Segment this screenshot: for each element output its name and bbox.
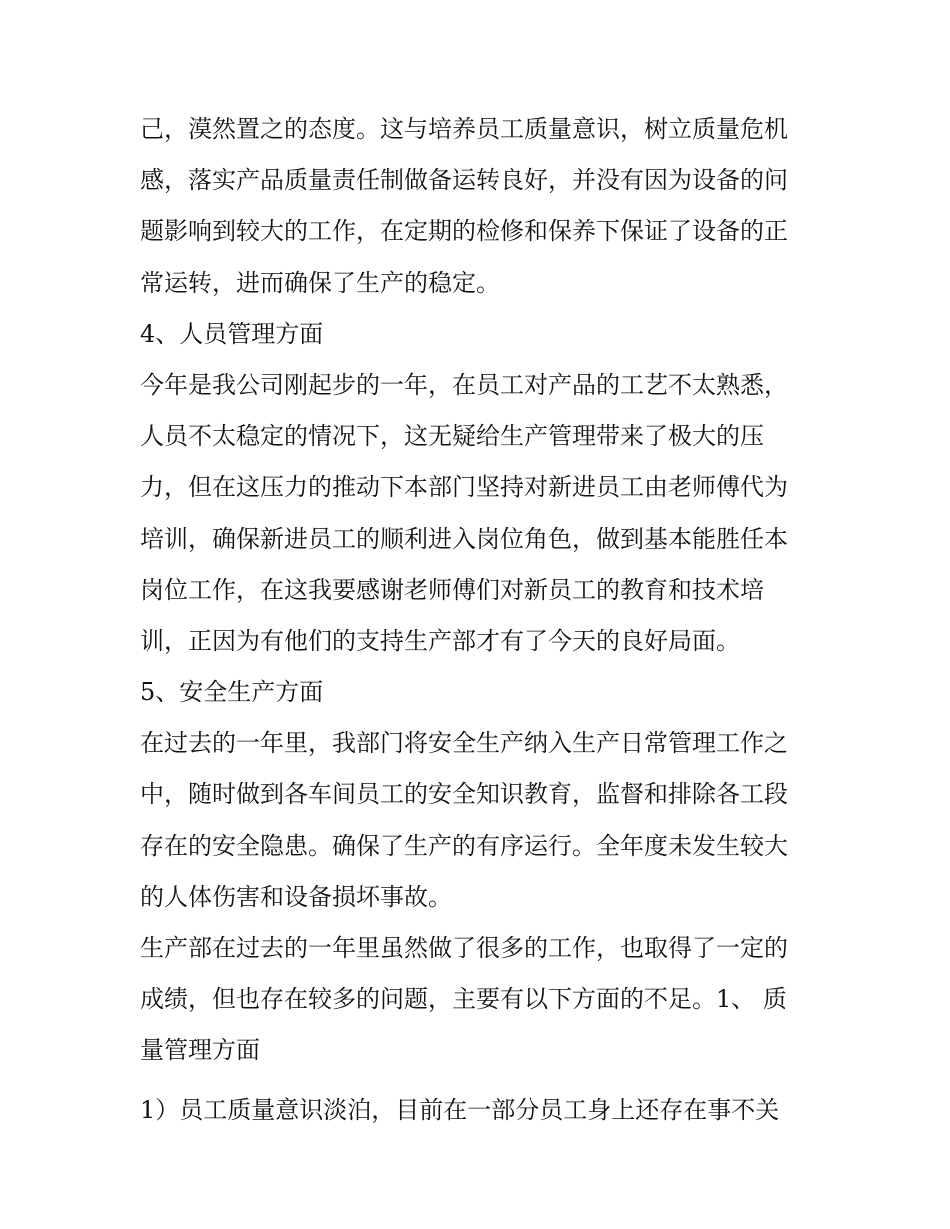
text-line: 量管理方面 bbox=[140, 1036, 260, 1065]
paragraph bbox=[140, 104, 820, 309]
text-line: 题影响到较大的工作，在定期的检修和保养下保证了设备的正 bbox=[140, 217, 788, 246]
text-line: 培训，确保新进员工的顺利进入岗位角色，做到基本能胜任本 bbox=[140, 524, 788, 553]
document-page bbox=[140, 104, 820, 1136]
paragraph bbox=[140, 1085, 820, 1136]
text-line: 力，但在这压力的推动下本部门坚持对新进员工由老师傅代为 bbox=[140, 473, 788, 502]
paragraph bbox=[140, 718, 820, 923]
text-line: 生产部在过去的一年里虽然做了很多的工作，也取得了一定的 bbox=[140, 934, 788, 962]
text-line: 今年是我公司刚起步的一年，在员工对产品的工艺不太熟悉， bbox=[140, 370, 788, 399]
paragraph bbox=[140, 923, 820, 1077]
text-line: 中，随时做到各车间员工的安全知识教育，监督和排除各工段 bbox=[140, 780, 788, 809]
section-heading bbox=[140, 309, 820, 360]
text-line: 存在的安全隐患。确保了生产的有序运行。全年度未发生较大 bbox=[140, 831, 788, 860]
text-line: 己，漠然置之的态度。这与培养员工质量意识，树立质量危机 bbox=[140, 115, 788, 143]
section-heading bbox=[140, 667, 820, 718]
text-line: 常运转，进而确保了生产的稳定。 bbox=[140, 268, 500, 297]
text-line: 成绩，但也存在较多的问题，主要有以下方面的不足。1、 质 bbox=[140, 985, 787, 1014]
text-line: 人员不太稳定的情况下，这无疑给生产管理带来了极大的压 bbox=[140, 422, 764, 451]
paragraph bbox=[140, 360, 820, 667]
heading-line: 5、安全生产方面 bbox=[140, 678, 324, 707]
text-line: 训，正因为有他们的支持生产部才有了今天的良好局面。 bbox=[140, 626, 740, 655]
text-line: 岗位工作，在这我要感谢老师傅们对新员工的教育和技术培 bbox=[140, 575, 764, 604]
text-line: 感，落实产品质量责任制做备运转良好，并没有因为设备的问 bbox=[140, 166, 788, 195]
heading-line: 4、人员管理方面 bbox=[140, 319, 324, 348]
text-line: 1）员工质量意识淡泊，目前在一部分员工身上还存在事不关 bbox=[140, 1095, 780, 1124]
text-line: 在过去的一年里，我部门将安全生产纳入生产日常管理工作之 bbox=[140, 729, 788, 758]
text-line: 的人体伤害和设备损坏事故。 bbox=[140, 882, 452, 911]
